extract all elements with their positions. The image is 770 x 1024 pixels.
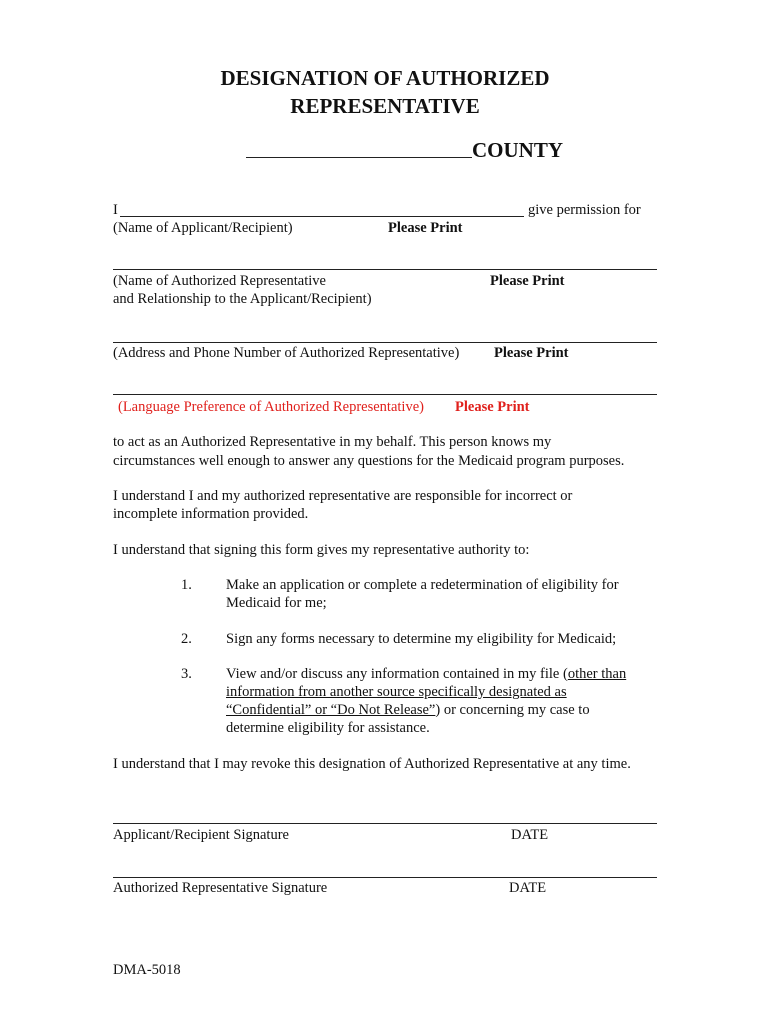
- applicant-prefix: I: [113, 202, 118, 218]
- representative-label-2: and Relationship to the Applicant/Recipient): [113, 291, 372, 307]
- title-line-2: REPRESENTATIVE: [290, 94, 480, 118]
- language-line[interactable]: [113, 394, 657, 395]
- applicant-signature-label: Applicant/Recipient Signature: [113, 827, 289, 843]
- applicant-label: (Name of Applicant/Recipient): [113, 220, 293, 236]
- address-line[interactable]: [113, 342, 657, 343]
- rep-date-label: DATE: [509, 880, 547, 896]
- representative-label-1: (Name of Authorized Representative: [113, 273, 326, 289]
- address-please-print: Please Print: [494, 345, 569, 361]
- address-label: (Address and Phone Number of Authorized Representative): [113, 345, 460, 361]
- rep-signature-line[interactable]: [113, 877, 657, 878]
- applicant-name-line[interactable]: [120, 216, 524, 217]
- para2-line2: incomplete information provided.: [113, 506, 309, 522]
- list-item-1-line1: Make an application or complete a redetermination of eligibility for: [226, 577, 619, 593]
- representative-please-print: Please Print: [490, 273, 565, 289]
- para1-line2: circumstances well enough to answer any questions for the Medicaid program purposes.: [113, 453, 625, 469]
- applicant-please-print: Please Print: [388, 220, 463, 236]
- list-item-3-line1-underlined: other than: [567, 666, 627, 682]
- list-item-3-line3-post: ) or concerning my case to: [435, 702, 590, 718]
- list-number-2: 2.: [181, 631, 192, 647]
- para3: I understand that signing this form gives my representative authority to:: [113, 542, 530, 558]
- para1-line1: to act as an Authorized Representative in my behalf. This person knows my: [113, 434, 552, 450]
- county-label: COUNTY: [472, 138, 564, 162]
- list-item-3-line4: determine eligibility for assistance.: [226, 720, 430, 736]
- list-number-3: 3.: [181, 666, 192, 682]
- representative-line[interactable]: [113, 269, 657, 270]
- revoke-statement: I understand that I may revoke this designation of Authorized Representative at any time.: [113, 756, 631, 772]
- list-item-3-line3: [226, 702, 590, 719]
- language-label: (Language Preference of Authorized Representative): [118, 399, 424, 415]
- title-line-1: DESIGNATION OF AUTHORIZED: [220, 66, 550, 90]
- list-item-3-line3-underlined: “Confidential” or “Do Not Release”: [226, 702, 436, 718]
- county-line: [246, 157, 472, 158]
- list-number-1: 1.: [181, 577, 192, 593]
- list-item-1-line2: Medicaid for me;: [226, 595, 327, 611]
- list-item-3-line1-pre: View and/or discuss any information contained in my file (: [226, 666, 568, 682]
- rep-signature-label: Authorized Representative Signature: [113, 880, 328, 896]
- list-item-3-line1: [226, 666, 626, 683]
- para2-line1: I understand I and my authorized representative are responsible for incorrect or: [113, 488, 573, 504]
- list-item-2-line1: Sign any forms necessary to determine my eligibility for Medicaid;: [226, 631, 617, 647]
- applicant-date-label: DATE: [511, 827, 549, 843]
- applicant-signature-line[interactable]: [113, 823, 657, 824]
- applicant-suffix: give permission for: [528, 202, 641, 218]
- form-number: DMA-5018: [113, 962, 181, 978]
- language-please-print: Please Print: [455, 399, 530, 415]
- list-item-3-line2: information from another source specifically designated as: [226, 684, 567, 700]
